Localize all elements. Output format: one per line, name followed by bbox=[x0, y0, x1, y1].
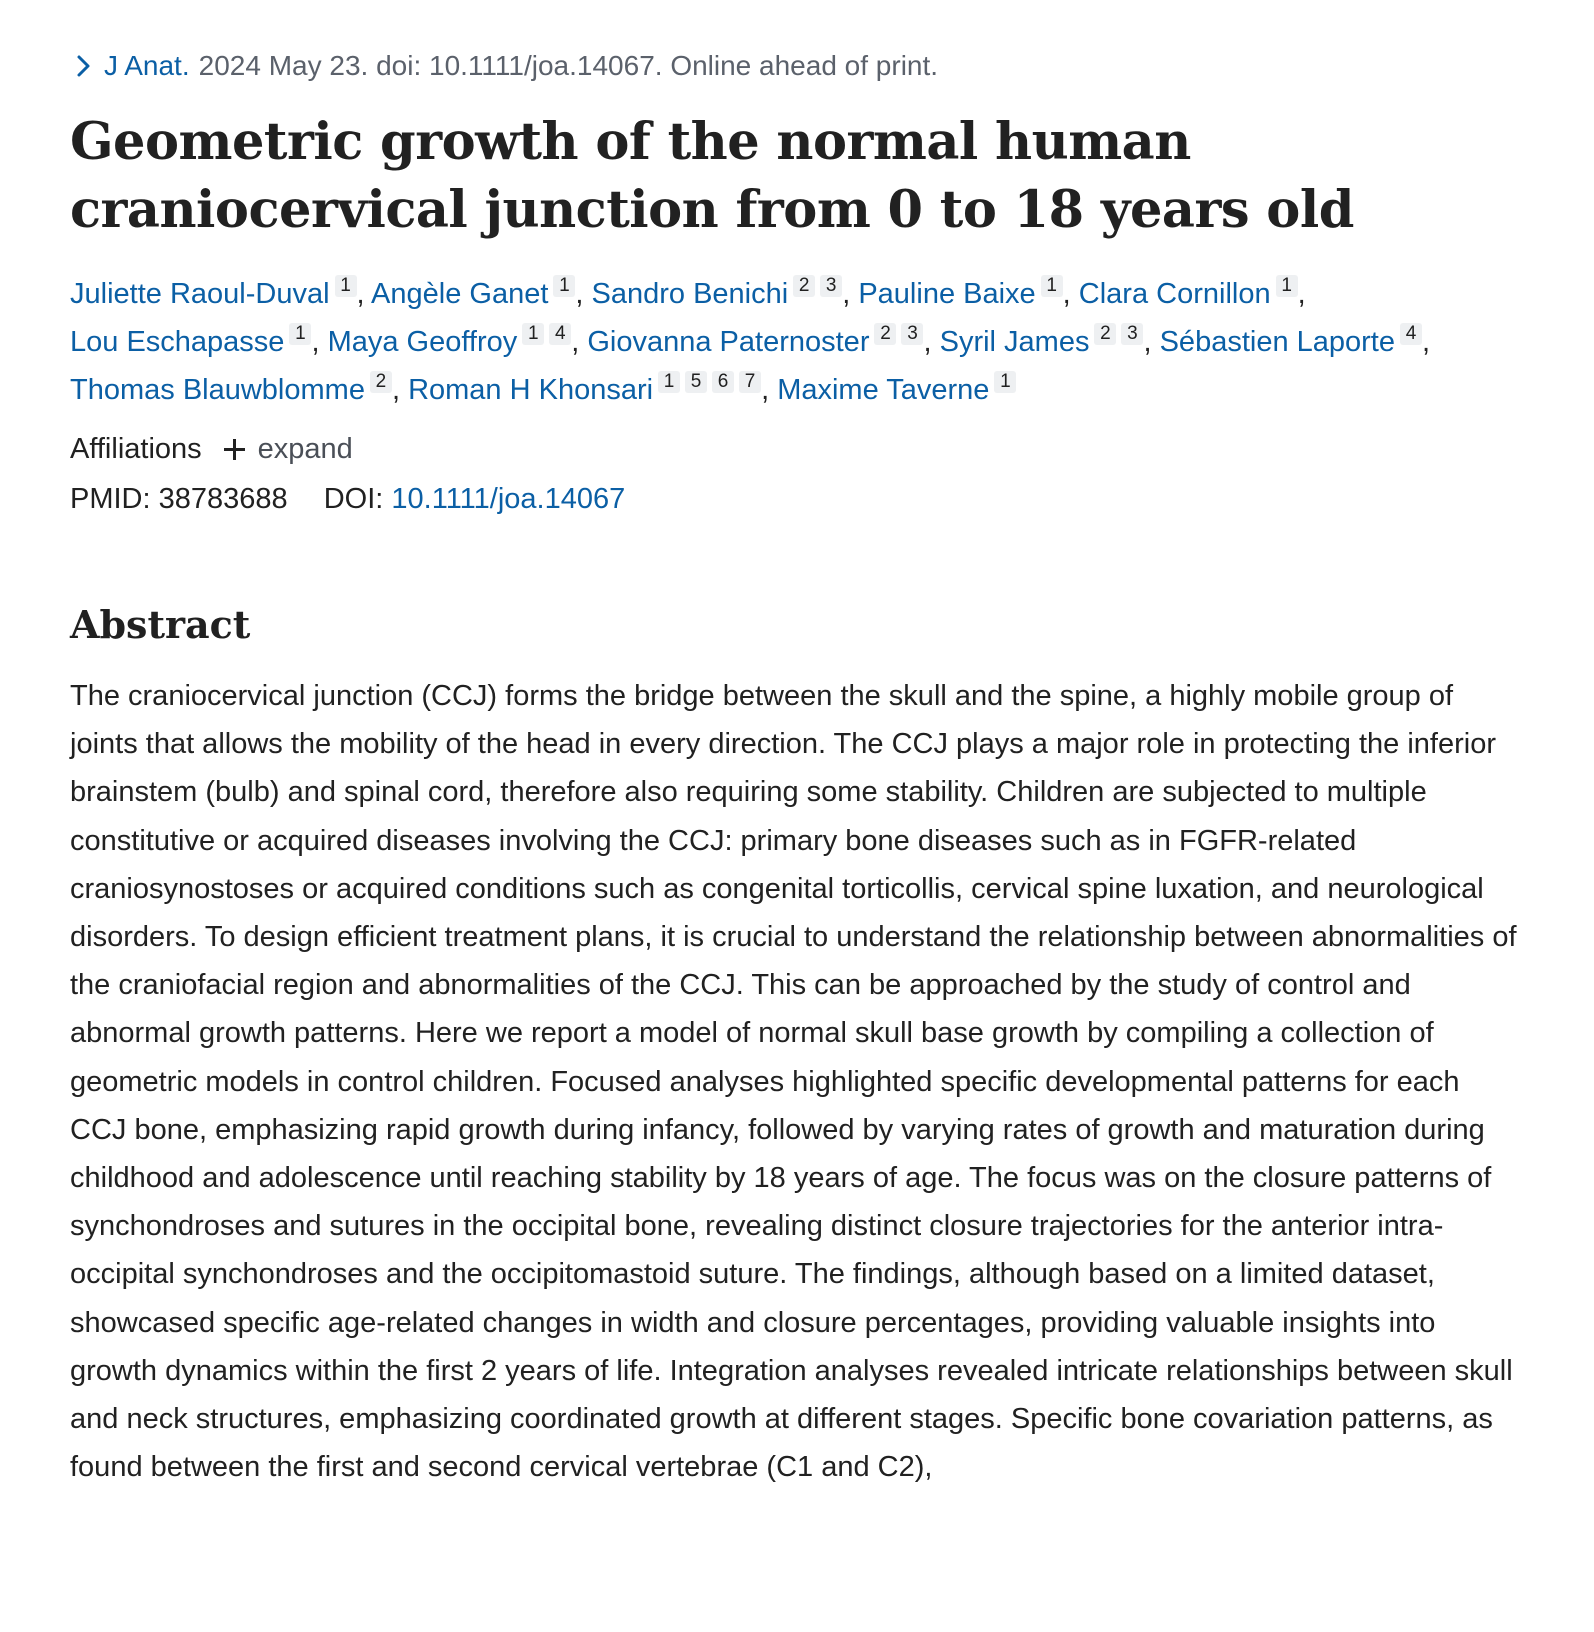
author-name-link[interactable]: Thomas Blauwblomme bbox=[70, 374, 365, 406]
affiliation-number[interactable]: 4 bbox=[549, 323, 571, 345]
doi-label: DOI: bbox=[323, 483, 384, 515]
affiliation-number[interactable]: 7 bbox=[739, 371, 761, 393]
affiliation-number[interactable]: 2 bbox=[1094, 323, 1116, 345]
author bbox=[591, 275, 843, 310]
author-separator: , bbox=[571, 326, 588, 358]
plus-icon[interactable] bbox=[222, 437, 246, 461]
affiliation-number[interactable]: 3 bbox=[820, 275, 842, 297]
author-separator: , bbox=[356, 278, 372, 310]
author bbox=[327, 323, 572, 358]
author-name-link[interactable]: Pauline Baixe bbox=[858, 278, 1036, 310]
pmid-label: PMID: bbox=[70, 483, 151, 515]
affiliation-number[interactable]: 1 bbox=[553, 275, 575, 297]
author-separator: , bbox=[391, 374, 409, 406]
author bbox=[777, 371, 1016, 406]
affiliation-number[interactable]: 3 bbox=[1121, 323, 1143, 345]
author-name-link[interactable]: Clara Cornillon bbox=[1078, 278, 1271, 310]
author bbox=[858, 275, 1062, 310]
author bbox=[408, 371, 761, 406]
author bbox=[371, 275, 575, 310]
author bbox=[587, 323, 923, 358]
author-name-link[interactable]: Roman H Khonsari bbox=[408, 374, 654, 406]
affiliation-number[interactable]: 4 bbox=[1400, 323, 1422, 345]
author-name-link[interactable]: Juliette Raoul-Duval bbox=[70, 278, 330, 310]
affiliation-number[interactable]: 1 bbox=[994, 371, 1016, 393]
author-name-link[interactable]: Maxime Taverne bbox=[777, 374, 990, 406]
doi-link[interactable]: 10.1111/joa.14067 bbox=[391, 483, 626, 515]
affiliation-number[interactable]: 5 bbox=[685, 371, 707, 393]
journal-link[interactable]: J Anat. bbox=[104, 50, 190, 81]
affiliation-number[interactable]: 1 bbox=[658, 371, 680, 393]
affiliation-number[interactable]: 2 bbox=[874, 323, 896, 345]
author bbox=[1078, 275, 1298, 310]
pmid-value: 38783688 bbox=[158, 483, 288, 515]
affiliation-number[interactable]: 3 bbox=[901, 323, 923, 345]
chevron-right-icon[interactable] bbox=[70, 52, 98, 80]
author-separator: , bbox=[1297, 278, 1306, 310]
abstract-heading: Abstract bbox=[70, 602, 251, 647]
author-name-link[interactable]: Lou Eschapasse bbox=[70, 326, 285, 358]
affiliation-number[interactable]: 6 bbox=[712, 371, 734, 393]
author bbox=[1159, 323, 1422, 358]
author bbox=[70, 371, 392, 406]
author bbox=[70, 323, 311, 358]
author-list bbox=[70, 270, 1520, 414]
affiliations-label: Affiliations bbox=[70, 433, 202, 465]
author-name-link[interactable]: Maya Geoffroy bbox=[327, 326, 518, 358]
author-separator: , bbox=[923, 326, 940, 358]
abstract-text: The craniocervical junction (CCJ) forms the bridge between the skull and the spine, a highly mobile group of joints that allows the mobility of the head in every direction. The CCJ plays a major role in protecting the inferior brainstem (bulb) and spinal cord, therefore also requiring some stability. Children are subjected to multiple constitutive or acquired diseases involving the CCJ: primary bone diseases such as in FGFR-related craniosynostoses or acquired conditions such as congenital torticollis, cervical spine luxation, and neurological disorders. To design efficient treatment plans, it is crucial to understand the relationship between abnormalities of the craniofacial region and abnormalities of the CCJ. This can be approached by the study of control and abnormal growth patterns. Here we report a model of normal skull base growth by compiling a collection of geometric models in control children. Focused analyses highlighted specific developmental patterns for each CCJ bone, emphasizing rapid growth during infancy, followed by varying rates of growth and maturation during childhood and adolescence until reaching stability by 18 years of age. The focus was on the closure patterns of synchondroses and sutures in the occipital bone, revealing distinct closure trajectories for the anterior intra-occipital synchondroses and the occipitomastoid suture. The findings, although based on a limited dataset, showcased specific age-related changes in width and closure percentages, providing valuable insights into growth dynamics within the first 2 years of life. Integration analyses revealed intricate relationships between skull and neck structures, emphasizing coordinated growth at different stages. Specific bone covariation patterns, as found between the first and second cervical vertebrae (C1 and C2), bbox=[70, 680, 1517, 1484]
affiliation-number[interactable]: 1 bbox=[289, 323, 311, 345]
affiliations-row bbox=[70, 424, 1514, 474]
author bbox=[70, 275, 357, 310]
affiliation-number[interactable]: 1 bbox=[1041, 275, 1063, 297]
author-separator: , bbox=[1143, 326, 1160, 358]
affiliation-number[interactable]: 1 bbox=[1276, 275, 1298, 297]
author-name-link[interactable]: Syril James bbox=[939, 326, 1090, 358]
author-separator: , bbox=[311, 326, 328, 358]
author-separator: , bbox=[1062, 278, 1079, 310]
author-name-link[interactable]: Sébastien Laporte bbox=[1159, 326, 1395, 358]
article-title: Geometric growth of the normal human craniocervical junction from 0 to 18 years old bbox=[70, 112, 1354, 240]
author-separator: , bbox=[761, 374, 778, 406]
affiliation-number[interactable]: 2 bbox=[370, 371, 392, 393]
author-name-link[interactable]: Giovanna Paternoster bbox=[587, 326, 870, 358]
author-separator: , bbox=[1422, 326, 1431, 358]
author-separator: , bbox=[842, 278, 859, 310]
identifiers bbox=[70, 474, 1514, 524]
citation-line bbox=[70, 46, 1514, 86]
expand-affiliations-button[interactable]: expand bbox=[257, 433, 353, 465]
author-name-link[interactable]: Sandro Benichi bbox=[591, 278, 789, 310]
citation-details: 2024 May 23. doi: 10.1111/joa.14067. Online ahead of print. bbox=[198, 50, 939, 81]
author-name-link[interactable]: Angèle Ganet bbox=[371, 278, 549, 310]
affiliation-number[interactable]: 1 bbox=[522, 323, 544, 345]
affiliation-number[interactable]: 2 bbox=[793, 275, 815, 297]
affiliation-number[interactable]: 1 bbox=[335, 275, 357, 297]
author-separator: , bbox=[575, 278, 592, 310]
author bbox=[939, 323, 1144, 358]
